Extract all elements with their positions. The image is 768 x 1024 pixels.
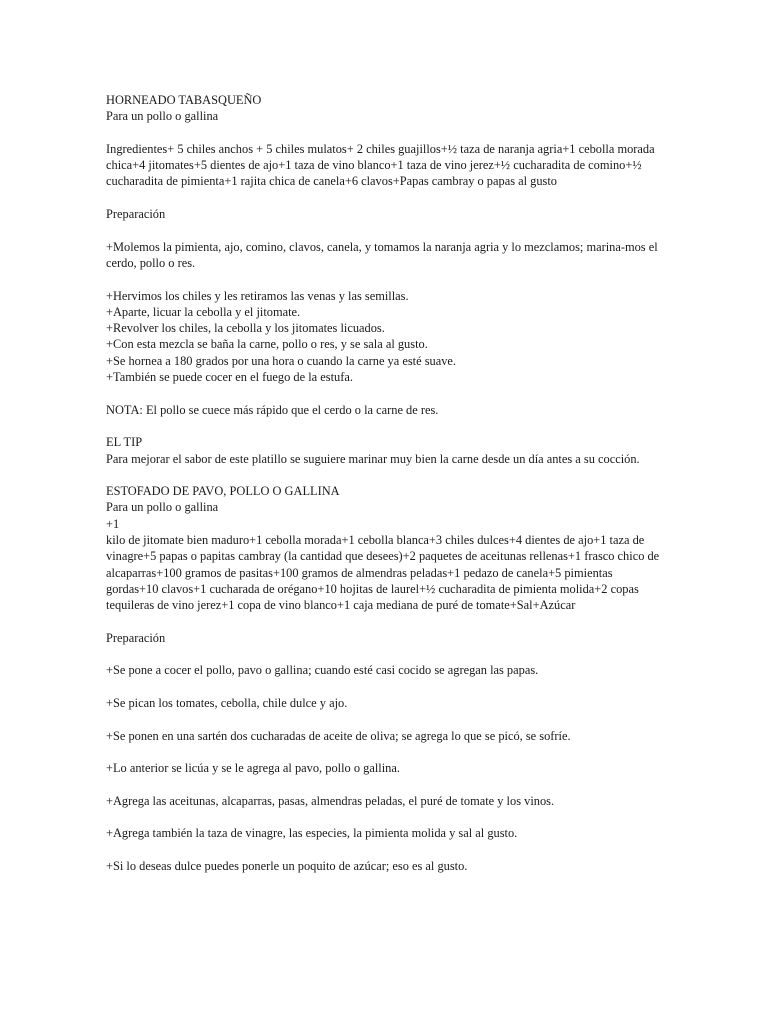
recipe-subtitle: Para un pollo o gallina	[106, 109, 219, 124]
preparation-step: +Se ponen en una sartén dos cucharadas de aceite de oliva; se agrega lo que se picó, se sofríe.	[106, 728, 571, 743]
spacer	[106, 385, 662, 401]
preparation-step: +Lo anterior se licúa y se le agrega al pavo, pollo o gallina.	[106, 761, 400, 776]
ingredients-paragraph: kilo de jitomate bien maduro+1 cebolla morada+1 cebolla blanca+3 chiles dulces+4 dientes de ajo+1 taza de vinagre+5 papas o papitas cambray (la cantidad que desees)+2 paquetes de aceitunas rellenas+1 frasco chico de alcaparras+100 gramos de pasitas+100 gramos de almendras peladas+1 pedazo de canela+5 pimientas gordas+10 clavos+1 cucharada de orégano+10 hojitas de laurel+½ cucharadita de pimienta molida+2 copas tequileras de vino jerez+1 copa de vino blanco+1 caja mediana de puré de tomate+Sal+Azúcar	[106, 533, 663, 613]
preparation-step: +Si lo deseas dulce puedes ponerle un poquito de azúcar; eso es al gusto.	[106, 858, 468, 873]
spacer	[106, 190, 662, 206]
spacer	[106, 776, 662, 792]
spacer	[106, 711, 662, 727]
tip-text: Para mejorar el sabor de este platillo se suguiere marinar muy bien la carne desde un día antes a su cocción.	[106, 451, 640, 466]
preparation-step: +Se hornea a 180 grados por una hora o cuando la carne ya esté suave.	[106, 353, 457, 368]
spacer	[106, 222, 662, 238]
preparation-step: +Hervimos los chiles y les retiramos las venas y las semillas.	[106, 288, 409, 303]
spacer	[106, 125, 662, 141]
spacer	[106, 842, 662, 858]
preparation-heading: Preparación	[106, 207, 166, 222]
preparation-step: +Aparte, licuar la cebolla y el jitomate.	[106, 304, 301, 319]
preparation-step: +Se pone a cocer el pollo, pavo o gallina; cuando esté casi cocido se agregan las papas.	[106, 663, 539, 678]
spacer	[106, 271, 662, 287]
ingredients-prefix: +1	[106, 516, 120, 531]
preparation-heading: Preparación	[106, 630, 166, 645]
recipe-title: HORNEADO TABASQUEÑO	[106, 93, 262, 107]
recipe-subtitle: Para un pollo o gallina	[106, 500, 219, 515]
ingredients-paragraph: Ingredientes+ 5 chiles anchos + 5 chiles mulatos+ 2 chiles guajillos+½ taza de naranja agria+1 cebolla morada chica+4 jitomates+5 dientes de ajo+1 taza de vino blanco+1 taza de vino jerez+½ cucharadita de comino+½ cucharadita de pimienta+1 rajita chica de canela+6 clavos+Papas cambray o papas al gusto	[106, 141, 658, 189]
note-text: NOTA: El pollo se cuece más rápido que el cerdo o la carne de res.	[106, 402, 439, 417]
spacer	[106, 418, 662, 434]
preparation-step: +Revolver los chiles, la cebolla y los jitomates licuados.	[106, 321, 385, 336]
spacer	[106, 614, 662, 630]
document-page	[106, 92, 662, 874]
preparation-step: +Se pican los tomates, cebolla, chile dulce y ajo.	[106, 695, 348, 710]
tip-heading: EL TIP	[106, 435, 143, 450]
preparation-step: +Molemos la pimienta, ajo, comino, clavos, canela, y tomamos la naranja agria y lo mezclamos; marina-mos el cerdo, pollo o res.	[106, 239, 661, 270]
spacer	[106, 744, 662, 760]
recipe-title: ESTOFADO DE PAVO, POLLO O GALLINA	[106, 484, 340, 499]
spacer	[106, 467, 662, 483]
preparation-step: +También se puede cocer en el fuego de la estufa.	[106, 370, 353, 385]
spacer	[106, 679, 662, 695]
preparation-step: +Agrega las aceitunas, alcaparras, pasas, almendras peladas, el puré de tomate y los vinos.	[106, 793, 555, 808]
spacer	[106, 646, 662, 662]
spacer	[106, 809, 662, 825]
preparation-step: +Con esta mezcla se baña la carne, pollo o res, y se sala al gusto.	[106, 337, 428, 352]
preparation-step: +Agrega también la taza de vinagre, las especies, la pimienta molida y sal al gusto.	[106, 826, 518, 841]
